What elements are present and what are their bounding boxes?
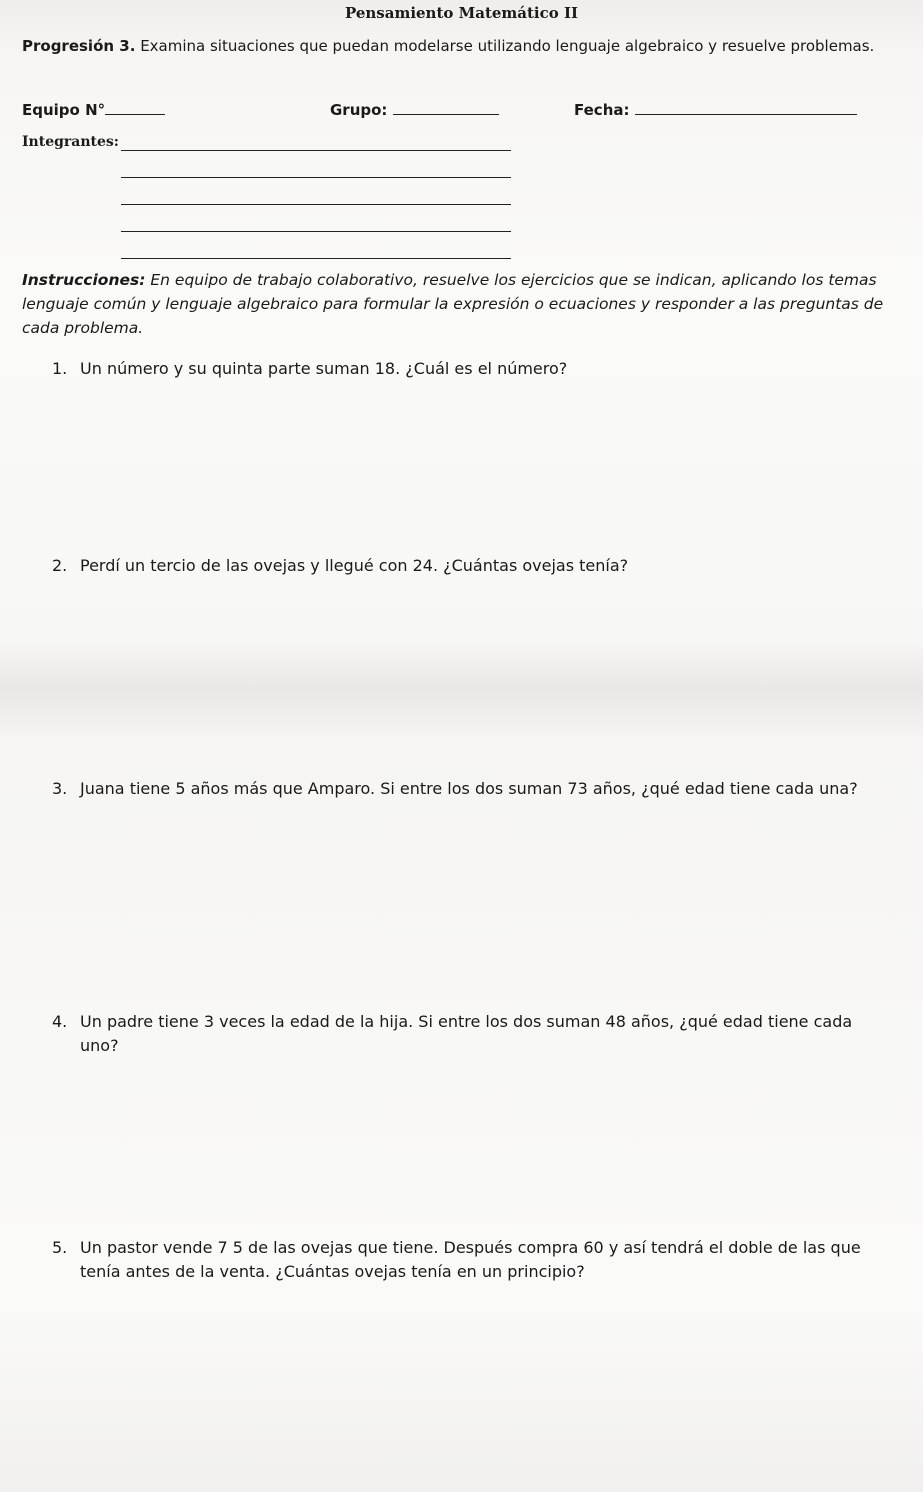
instructions-label: Instrucciones: bbox=[22, 271, 146, 289]
question-number: 5. bbox=[52, 1238, 68, 1257]
question-number: 4. bbox=[52, 1012, 68, 1031]
integrante-line-1[interactable] bbox=[121, 150, 511, 151]
team-fields-row bbox=[22, 100, 902, 124]
page-title: Pensamiento Matemático II bbox=[344, 4, 579, 22]
question-1 bbox=[52, 357, 892, 381]
question-4 bbox=[52, 1010, 892, 1058]
progresion-label: Progresión 3. bbox=[22, 37, 136, 55]
question-text: Un número y su quinta parte suman 18. ¿Cuál es el número? bbox=[80, 359, 568, 378]
integrante-line-4[interactable] bbox=[121, 231, 511, 232]
integrante-line-2[interactable] bbox=[121, 177, 511, 178]
progresion-text: Examina situaciones que puedan modelarse utilizando lenguaje algebraico y resuelve problemas. bbox=[140, 37, 875, 55]
question-text: Un padre tiene 3 veces la edad de la hija. Si entre los dos suman 48 años, ¿qué edad tiene cada uno? bbox=[80, 1012, 853, 1055]
instructions-text: En equipo de trabajo colaborativo, resuelve los ejercicios que se indican, aplicando los temas lenguaje común y lenguaje algebraico para formular la expresión o ecuaciones y responder a las preguntas de cada problema. bbox=[22, 271, 884, 337]
question-text: Un pastor vende 7 5 de las ovejas que tiene. Después compra 60 y así tendrá el doble de las que tenía antes de la venta. ¿Cuántas ovejas tenía en un principio? bbox=[80, 1238, 861, 1281]
question-text: Perdí un tercio de las ovejas y llegué con 24. ¿Cuántas ovejas tenía? bbox=[80, 556, 629, 575]
question-text: Juana tiene 5 años más que Amparo. Si entre los dos suman 73 años, ¿qué edad tiene cada una? bbox=[80, 779, 858, 798]
fecha-field[interactable] bbox=[574, 100, 857, 119]
fecha-blank[interactable] bbox=[635, 100, 857, 115]
grupo-blank[interactable] bbox=[393, 100, 499, 115]
integrante-line-5[interactable] bbox=[121, 258, 511, 259]
integrantes-label: Integrantes: bbox=[22, 134, 119, 150]
question-number: 3. bbox=[52, 779, 68, 798]
progresion-statement bbox=[22, 34, 892, 58]
equipo-blank[interactable] bbox=[105, 100, 165, 115]
equipo-label: Equipo N° bbox=[22, 101, 106, 119]
question-number: 2. bbox=[52, 556, 68, 575]
integrante-line-3[interactable] bbox=[121, 204, 511, 205]
question-3 bbox=[52, 777, 892, 801]
instructions bbox=[22, 268, 898, 340]
grupo-label: Grupo: bbox=[330, 101, 388, 119]
grupo-field[interactable] bbox=[330, 100, 499, 119]
question-2 bbox=[52, 554, 892, 578]
fecha-label: Fecha: bbox=[574, 101, 630, 119]
question-number: 1. bbox=[52, 359, 68, 378]
question-5 bbox=[52, 1236, 892, 1284]
equipo-field[interactable] bbox=[22, 100, 165, 119]
